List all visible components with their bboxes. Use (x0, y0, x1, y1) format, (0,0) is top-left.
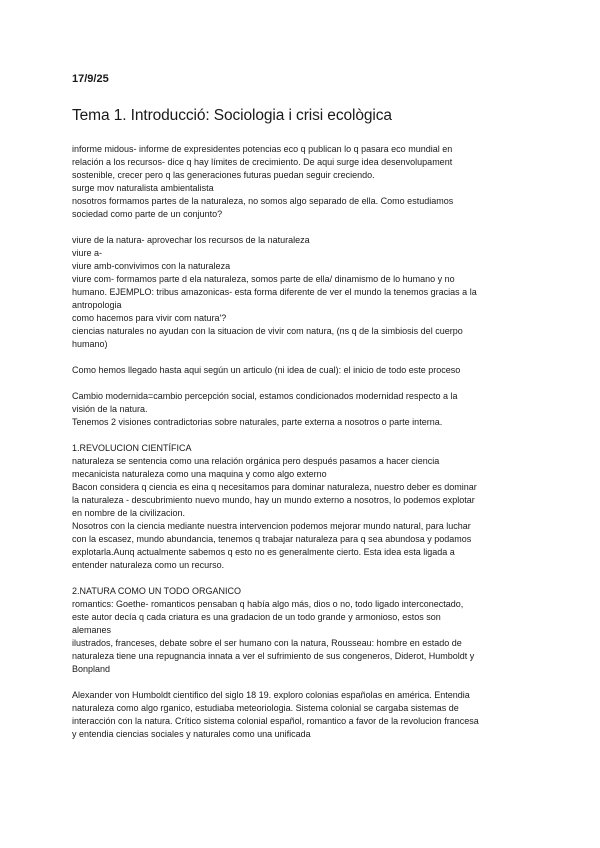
text-line: 2.NATURA COMO UN TODO ORGANICO (72, 586, 242, 596)
text-line: viure de la natura- aprovechar los recursos de la naturaleza (72, 235, 310, 245)
text-line: viure amb-convivimos con la naturaleza (72, 261, 231, 271)
text-line: Alexander von Humboldt cientifico del siglo 18 19. exploro colonias españolas en américa. Entendia (72, 690, 470, 700)
note-body (72, 143, 528, 741)
text-line: la naturaleza - descubrimiento nuevo mundo, hay un mundo externo a nosotros, lo podemos explotar (72, 495, 475, 505)
text-line: nosotros formamos partes de la naturaleza, no somos algo separado de ella. Como estudiamos (72, 196, 454, 206)
text-line: ilustrados, franceses, debate sobre el ser humano con la natura, Rousseau: hombre en estado de (72, 638, 462, 648)
text-line: relación a los recursos- dice q hay límites de crecimiento. De aqui surge idea desenvolupament (72, 157, 453, 167)
text-line: Cambio modernida=cambio percepción social, estamos condicionados modernidad respecto a la (72, 391, 458, 401)
paragraph (72, 143, 528, 221)
text-line: sostenible, crecer pero q las generaciones futuras puedan seguir creciendo. (72, 170, 375, 180)
paragraph (72, 442, 528, 572)
paragraph (72, 585, 528, 676)
text-line: viure a- (72, 248, 103, 258)
text-line: humano) (72, 339, 108, 349)
text-line: entender naturaleza como un recurso. (72, 560, 225, 570)
paragraph (72, 364, 528, 377)
paragraph-gap (72, 676, 528, 689)
text-line: humano. EJEMPLO: tribus amazonicas- esta forma diferente de ver el mundo la tenemos gracias a la (72, 287, 477, 297)
text-line: viure com- formamos parte d ela naturaleza, somos parte de ella/ dinamismo de lo humano y no (72, 274, 455, 284)
text-line: en nombre de la civilizacion. (72, 508, 186, 518)
paragraph-gap (72, 429, 528, 442)
text-line: este autor decía q cada criatura es una gradacion de un todo grande y armonioso, estos son (72, 612, 441, 622)
text-line: Tenemos 2 visiones contradictorias sobre naturales, parte externa a nosotros o parte interna. (72, 417, 443, 427)
text-line: explotarla.Aunq actualmente sabemos q esto no es generalmente cierto. Esta idea esta ligada a (72, 547, 455, 557)
paragraph (72, 234, 528, 351)
paragraph (72, 689, 528, 741)
text-line: y entendia ciencias sociales y naturales como una unificada (72, 729, 311, 739)
text-line: naturaleza como algo rganico, estudiaba meteoriologia. Sistema colonial se cargaba sistemas de (72, 703, 459, 713)
text-line: sociedad como parte de un conjunto? (72, 209, 223, 219)
text-line: Bonpland (72, 664, 111, 674)
paragraph-gap (72, 351, 528, 364)
paragraph-gap (72, 572, 528, 585)
text-line: naturaleza se sentencia como una relación orgánica pero después pasamos a hacer ciencia (72, 456, 440, 466)
paragraph (72, 390, 528, 429)
text-line: mecanicista naturaleza como una maquina y como algo externo (72, 469, 327, 479)
text-line: visión de la natura. (72, 404, 148, 414)
note-date: 17/9/25 (72, 73, 109, 85)
text-line: 1.REVOLUCION CIENTÍFICA (72, 443, 192, 453)
text-line: interacción con la natura. Crítico sistema colonial español, romantico a favor de la revolucion francesa (72, 716, 479, 726)
text-line: surge mov naturalista ambientalista (72, 183, 214, 193)
text-line: informe midous- informe de expresidentes potencias eco q publican lo q pasara eco mundial en (72, 144, 453, 154)
text-line: naturaleza tiene una repugnancia innata a ver el sufrimiento de sus congeneros, Diderot, Humboldt y (72, 651, 475, 661)
text-line: ciencias naturales no ayudan con la situacion de vivir com natura, (ns q de la simbiosis del cuerpo (72, 326, 463, 336)
text-line: romantics: Goethe- romanticos pensaban q había algo más, dios o no, todo ligado interconectado, (72, 599, 464, 609)
text-line: alemanes (72, 625, 112, 635)
text-line: Bacon considera q ciencia es eina q necesitamos para dominar naturaleza, nuestro deber es dominar (72, 482, 477, 492)
text-line: como hacemos para vivir com natura'? (72, 313, 227, 323)
text-line: con la escasez, mundo abundancia, tenemos q trabajar naturaleza para q sea abundosa y podamos (72, 534, 472, 544)
paragraph-gap (72, 377, 528, 390)
text-line: antropologia (72, 300, 122, 310)
text-line: Como hemos llegado hasta aqui según un articulo (ni idea de cual): el inicio de todo este proceso (72, 365, 461, 375)
paragraph-gap (72, 221, 528, 234)
note-title: Tema 1. Introducció: Sociologia i crisi ecològica (72, 107, 392, 124)
text-line: Nosotros con la ciencia mediante nuestra intervencion podemos mejorar mundo natural, para luchar (72, 521, 471, 531)
